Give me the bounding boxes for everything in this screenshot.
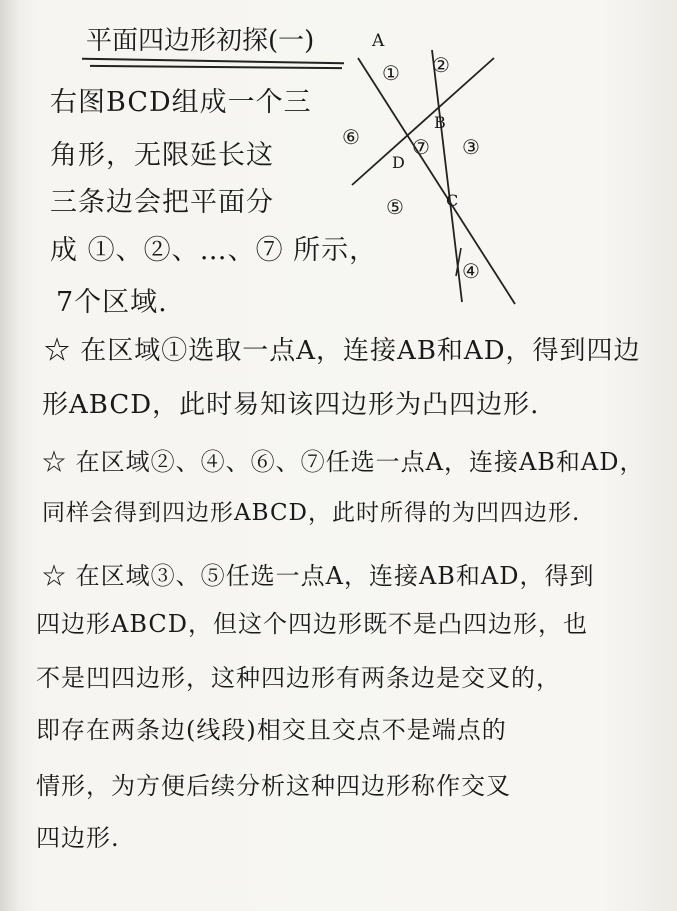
line-db bbox=[352, 58, 494, 185]
text-line-7: 形ABCD，此时易知该四边形为凸四边形. bbox=[42, 390, 540, 420]
text-line-12: 不是凹四边形，这种四边形有两条边是交叉的， bbox=[36, 664, 561, 692]
region-label-4: ④ bbox=[462, 259, 480, 283]
page-title: 平面四边形初探(一) bbox=[86, 26, 315, 56]
point-label-c: C bbox=[446, 191, 459, 210]
text-line-14: 情形，为方便后续分析这种四边形称作交叉 bbox=[36, 772, 511, 800]
region-label-5: ⑤ bbox=[386, 195, 404, 219]
point-label-b: B bbox=[434, 113, 446, 132]
notebook-binding bbox=[0, 0, 18, 911]
text-line-11: 四边形ABCD，但这个四边形既不是凸四边形，也 bbox=[36, 610, 589, 638]
region-label-3: ③ bbox=[462, 135, 480, 159]
text-line-15: 四边形. bbox=[36, 824, 120, 852]
region-label-7: ⑦ bbox=[412, 135, 430, 159]
text-line-6: ☆ 在区域①选取一点A，连接AB和AD，得到四边 bbox=[44, 336, 641, 366]
point-label-a: A bbox=[372, 31, 385, 51]
text-line-9: 同样会得到四边形ABCD，此时所得的为凹四边形. bbox=[42, 500, 581, 526]
point-label-d: D bbox=[392, 153, 405, 172]
region-label-1: ① bbox=[382, 61, 400, 85]
text-line-4: 成 ①、②、…、⑦ 所示， bbox=[50, 235, 378, 266]
text-line-1: 右图BCD组成一个三 bbox=[50, 87, 312, 118]
text-line-13: 即存在两条边(线段)相交且交点不是端点的 bbox=[36, 716, 507, 744]
region-label-6: ⑥ bbox=[342, 125, 360, 149]
text-line-2: 角形，无限延长这 bbox=[50, 140, 274, 171]
text-line-10: ☆ 在区域③、⑤任选一点A，连接AB和AD，得到 bbox=[42, 562, 595, 590]
text-line-3: 三条边会把平面分 bbox=[50, 187, 274, 218]
text-line-8: ☆ 在区域②、④、⑥、⑦任选一点A，连接AB和AD， bbox=[42, 448, 645, 476]
region-label-2: ② bbox=[432, 53, 450, 77]
text-line-5: 7个区域. bbox=[56, 287, 168, 318]
